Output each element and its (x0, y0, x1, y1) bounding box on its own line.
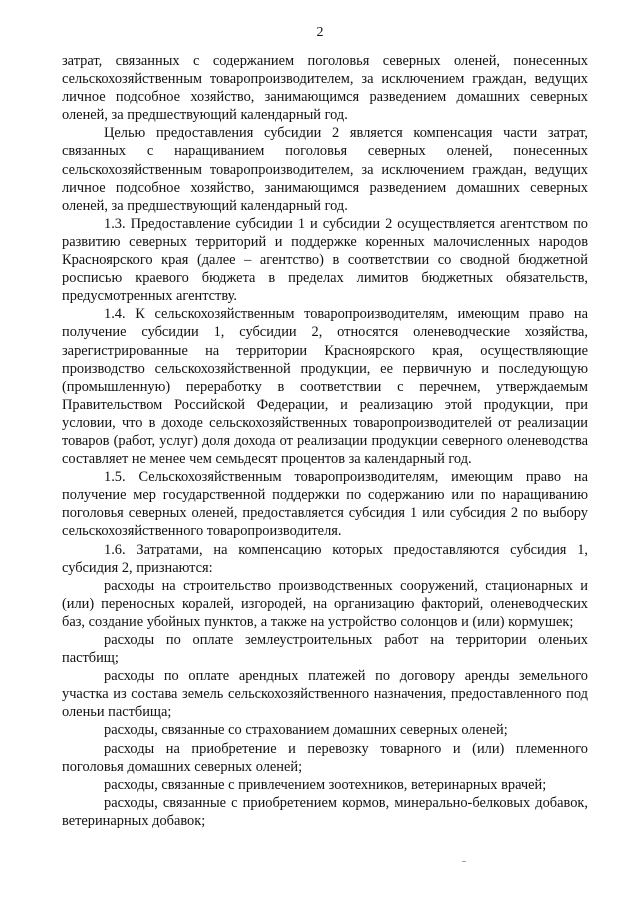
paragraph: расходы по оплате землеустроительных работ на территории оленьих пастбищ; (62, 632, 588, 667)
paragraph: расходы на строительство производственных сооружений, стационарных и (или) переносных коралей, изгородей, на организацию факторий, оленеводческих баз, создание убойных пунктов, а также на устройство солонцов и (или) кормушек; (62, 577, 588, 630)
paragraph: 1.4. К сельскохозяйственным товаропроизводителям, имеющим право на получение субсидии 1, субсидии 2, относятся оленеводческие хозяйства, зарегистрированные на территории Красноярского края, осуществляющие производство сельскохозяйственной продукции, ее первичную и последующую (промышленную) переработку в соответствии с перечнем, утверждаемым Правительством Российской Федерации, и реализацию этой продукции, при условии, что в доходе сельскохозяйственных товаропроизводителей от реализации товаров (работ, услуг) доля дохода от реализации продукции северного оленеводства составляет не менее чем семьдесят процентов за календарный год. (62, 306, 588, 468)
paragraph: расходы на приобретение и перевозку товарного и (или) племенного поголовья домашних северных оленей; (62, 740, 588, 775)
paragraph: расходы, связанные с привлечением зоотехников, ветеринарных врачей; (104, 776, 547, 793)
paragraph: расходы, связанные со страхованием домашних северных оленей; (104, 722, 508, 739)
document-body (62, 52, 588, 830)
page-number: 2 (316, 25, 324, 40)
scan-artifact (462, 861, 466, 862)
paragraph: расходы, связанные с приобретением кормов, минерально-белковых добавок, ветеринарных добавок; (62, 794, 588, 829)
paragraph: расходы по оплате арендных платежей по договору аренды земельного участка из состава земель сельскохозяйственного назначения, предоставленного под оленьи пастбища; (62, 668, 588, 721)
paragraph: 1.3. Предоставление субсидии 1 и субсидии 2 осуществляется агентством по развитию северных территорий и поддержке коренных малочисленных народов Красноярского края (далее – агентство) в соответствии со сводной бюджетной росписью краевого бюджета в пределах лимитов бюджетных обязательств, предусмотренных агентству. (62, 215, 588, 305)
paragraph: затрат, связанных с содержанием поголовья северных оленей, понесенных сельскохозяйственным товаропроизводителем, за исключением граждан, ведущих личное подсобное хозяйство, занимающимся разведением домашних северных оленей, за предшествующий календарный год. (62, 53, 588, 124)
paragraph: 1.5. Сельскохозяйственным товаропроизводителям, имеющим право на получение мер государственной поддержки по содержанию или по наращиванию поголовья северных оленей, предоставляется субсидия 1 или субсидия 2 по выбору сельскохозяйственного товаропроизводителя. (62, 469, 588, 540)
paragraph: 1.6. Затратами, на компенсацию которых предоставляются субсидия 1, субсидия 2, признаются: (62, 541, 588, 576)
paragraph: Целью предоставления субсидии 2 является компенсация части затрат, связанных с наращиванием поголовья северных оленей, понесенных сельскохозяйственным товаропроизводителем, за исключением граждан, ведущих личное подсобное хозяйство, занимающимся разведением домашних северных оленей, за предшествующий календарный год. (62, 125, 588, 214)
